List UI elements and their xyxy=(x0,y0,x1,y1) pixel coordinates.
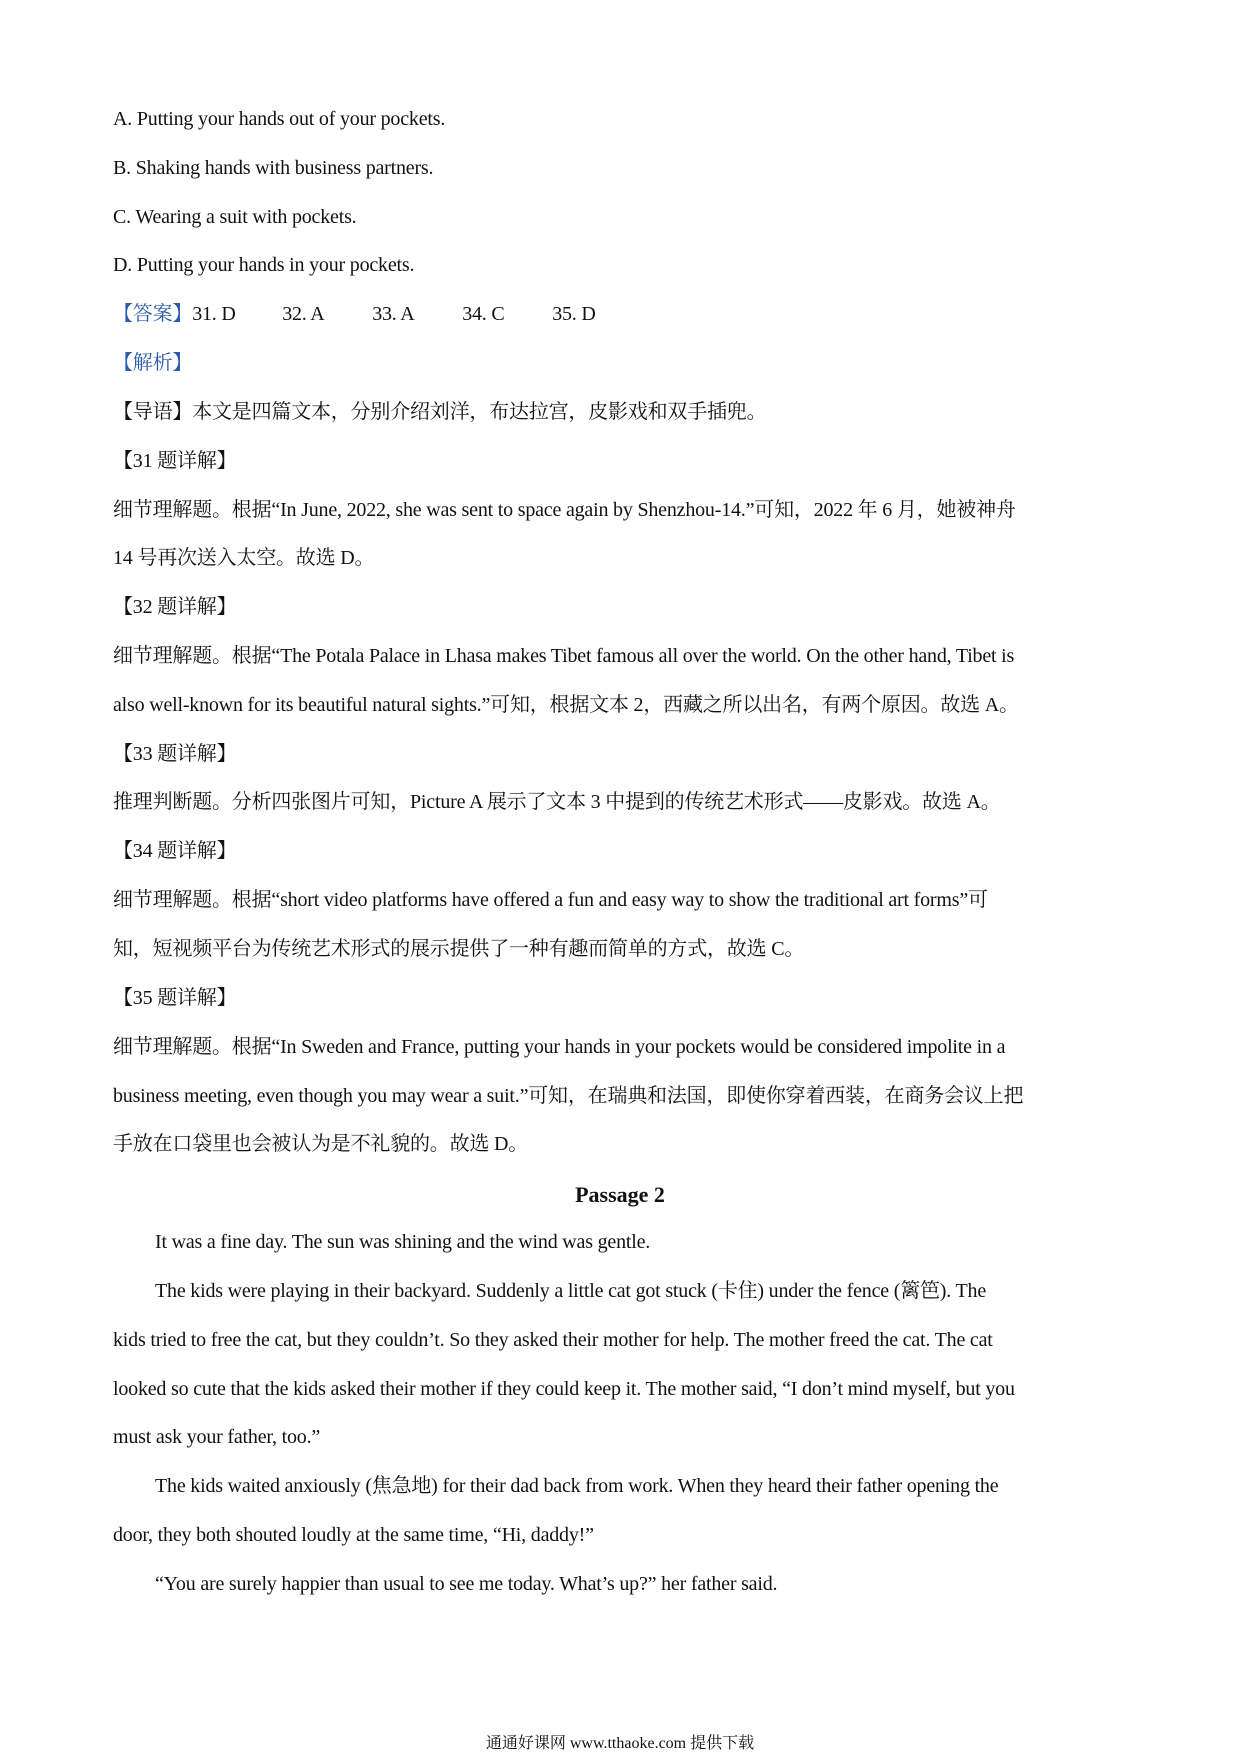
q33-line: 推理判断题。分析四张图片可知，Picture A 展示了文本 3 中提到的传统艺术形式——皮影戏。故选 A。 xyxy=(113,791,1001,813)
option-c: C. Wearing a suit with pockets. xyxy=(113,206,357,228)
answer-item: 34. C xyxy=(462,303,505,325)
q35-line: 细节理解题。根据“In Sweden and France, putting your hands in your pockets would be considered impolite in a xyxy=(113,1036,1006,1058)
q34-line: 知，短视频平台为传统艺术形式的展示提供了一种有趣而简单的方式，故选 C。 xyxy=(113,938,805,960)
passage-line: It was a fine day. The sun was shining and the wind was gentle. xyxy=(155,1231,651,1253)
answer-item: 32. A xyxy=(282,303,325,325)
q35-line: 手放在口袋里也会被认为是不礼貌的。故选 D。 xyxy=(113,1133,529,1155)
analysis-label: 【解析】 xyxy=(113,352,193,374)
q33-heading: 【33 题详解】 xyxy=(113,743,237,765)
answer-item: 35. D xyxy=(552,303,596,325)
answer-item: 33. A xyxy=(372,303,415,325)
passage-line: door, they both shouted loudly at the same time, “Hi, daddy!” xyxy=(113,1524,594,1546)
q34-line: 细节理解题。根据“short video platforms have offered a fun and easy way to show the traditional art forms”可 xyxy=(113,889,988,911)
q32-line: 细节理解题。根据“The Potala Palace in Lhasa makes Tibet famous all over the world. On the other hand, Tibet is xyxy=(113,645,1015,667)
passage-line: “You are surely happier than usual to see me today. What’s up?” her father said. xyxy=(155,1573,778,1595)
q31-line: 细节理解题。根据“In June, 2022, she was sent to space again by Shenzhou-14.”可知，2022 年 6 月，她被神舟 xyxy=(113,499,1016,521)
q31-heading: 【31 题详解】 xyxy=(113,450,237,472)
passage-line: looked so cute that the kids asked their mother if they could keep it. The mother said, “I don’t mind myself, but you xyxy=(113,1378,1015,1400)
answer-item: 31. D xyxy=(192,303,236,325)
answer-label: 【答案】 xyxy=(113,303,193,325)
option-a: A. Putting your hands out of your pockets. xyxy=(113,108,446,130)
answer-row xyxy=(113,302,642,326)
q32-line: also well-known for its beautiful natural sights.”可知，根据文本 2，西藏之所以出名，有两个原因。故选 A。 xyxy=(113,694,1019,716)
passage-line: The kids were playing in their backyard. Suddenly a little cat got stuck (卡住) under the fence (篱笆). The xyxy=(155,1280,986,1302)
option-d: D. Putting your hands in your pockets. xyxy=(113,254,415,276)
passage-title: Passage 2 xyxy=(575,1182,665,1207)
q35-heading: 【35 题详解】 xyxy=(113,987,237,1009)
passage-line: The kids waited anxiously (焦急地) for their dad back from work. When they heard their father opening the xyxy=(155,1475,999,1497)
q34-heading: 【34 题详解】 xyxy=(113,840,237,862)
page-footer: 通通好课网 www.tthaoke.com 提供下载 xyxy=(485,1735,755,1752)
intro-text: 【导语】本文是四篇文本，分别介绍刘洋，布达拉宫，皮影戏和双手插兜。 xyxy=(113,401,767,423)
passage-line: must ask your father, too.” xyxy=(113,1426,321,1448)
passage-line: kids tried to free the cat, but they couldn’t. So they asked their mother for help. The mother freed the cat. The cat xyxy=(113,1329,993,1351)
q31-line: 14 号再次送入太空。故选 D。 xyxy=(113,547,375,569)
q32-heading: 【32 题详解】 xyxy=(113,596,237,618)
q35-line: business meeting, even though you may wear a suit.”可知，在瑞典和法国，即使你穿着西装，在商务会议上把 xyxy=(113,1085,1024,1107)
option-b: B. Shaking hands with business partners. xyxy=(113,157,434,179)
